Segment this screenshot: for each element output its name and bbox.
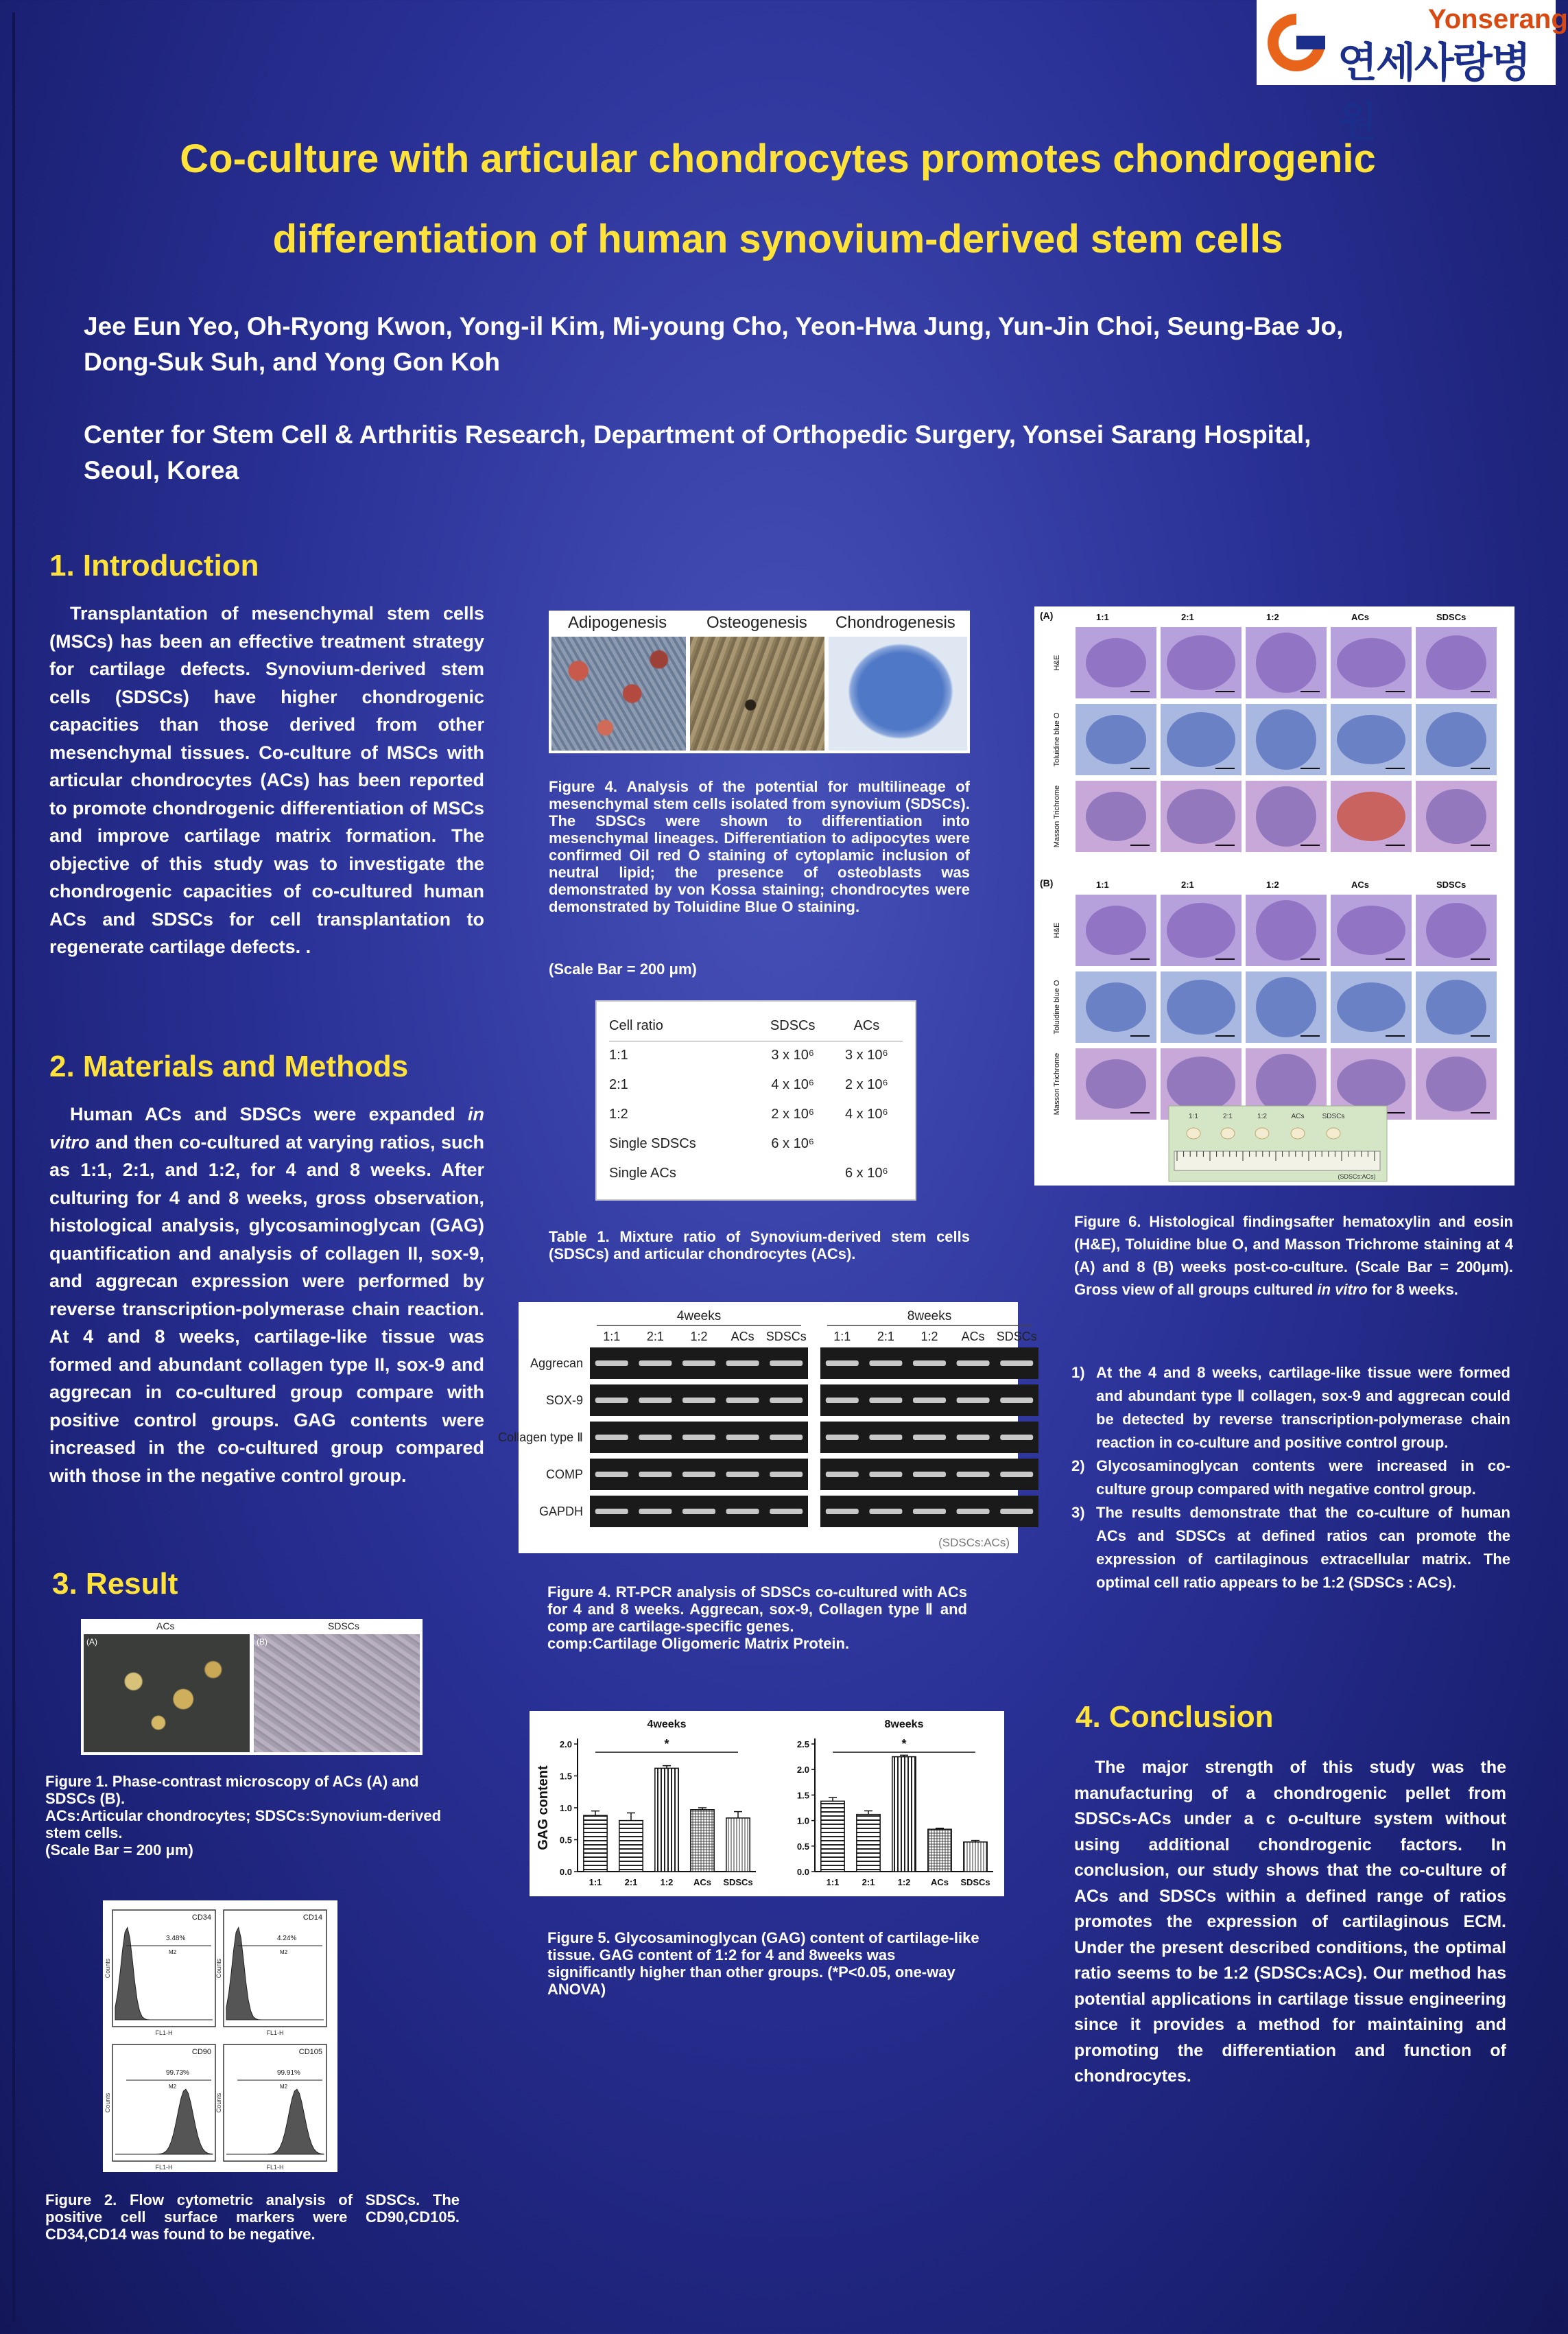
fig2-gate-label: M2 [169,1949,177,1955]
fig5-x-tick-label: SDSCs [960,1877,990,1887]
fig5-y-tick-label: 2.5 [796,1739,809,1749]
table-row [609,1159,903,1188]
fig4b-caption-line1: Figure 4. RT-PCR analysis of SDSCs co-cultured with ACs for 4 and 8 weeks. Aggrecan, sox-9, Collagen type Ⅱ and comp are cartilage-specific genes. [547,1583,967,1635]
fig6-caption-a: Figure 6. Histological findingsafter hematoxylin and eosin (H&E), Toluidine blue O, and Masson Trichrome staining at 4 (A) and 8 (B) weeks post-co-culture. (Scale Bar = 200μm). Gross view of all groups cultured [1074,1213,1513,1298]
list-item [1071,1454,1510,1501]
figure4b-caption [547,1583,967,1652]
fig6-tissue-pellet [1256,633,1316,693]
figure5-caption: Figure 5. Glycosaminoglycan (GAG) content of cartilage-like tissue. GAG content of 1:2 for 4 and 8weeks was significantly higher than other groups. (*P<0.05, one-way ANOVA) [547,1929,979,1998]
fig5-y-tick-label: 1.0 [796,1815,809,1826]
fig6-tissue-pellet [1086,1059,1146,1109]
table1-cell: 2:1 [609,1077,628,1092]
fig6-tissue-pellet [1167,789,1235,844]
fig4b-lane-label: 2:1 [877,1330,894,1343]
fig5-significance-mark: * [664,1737,669,1751]
fig4b-gel-band [726,1398,759,1403]
fig6-row-label: H&E [1053,922,1061,939]
fig4b-gel-band [726,1509,759,1514]
figure5-gag-chart [530,1711,1004,1896]
intro-heading: 1. Introduction [49,549,259,582]
fig6-tissue-pellet [1426,789,1486,844]
fig4b-gel-band [639,1398,672,1403]
table1-cell: 3 x 10⁶ [845,1048,888,1063]
fig5-x-tick-label: 2:1 [624,1877,638,1887]
fig6-column-label: SDSCs [1436,880,1466,890]
table1-header: Cell ratio [609,1011,755,1041]
fig6-row-label: Toluidine blue O [1053,980,1061,1035]
fig4b-gel-band [682,1435,715,1440]
fig6-tissue-pellet [1167,712,1235,767]
fig4b-gel-band [726,1435,759,1440]
logo-mark-icon [1262,8,1331,77]
fig6-tissue-pellet [1426,980,1486,1035]
fig6-column-label: 1:2 [1266,612,1279,622]
fig4b-gel-band [957,1360,990,1366]
fig6-tissue-pellet [1167,980,1235,1035]
fig6-tissue-pellet [1337,1059,1405,1109]
fig6-tissue-pellet [1256,709,1316,770]
fig5-bar [857,1815,880,1872]
table1-header: ACs [831,1011,903,1041]
fig6-tissue-pellet [1167,1057,1235,1111]
fig4b-gel-band [726,1360,759,1366]
fig5-chart-title: 8weeks [884,1719,924,1730]
intro-text: Transplantation of mesenchymal stem cells (MSCs) has been an effective treatment strategy for cartilage defects. Synovium-derived stem cells (SDSCs) have higher chondrogenic capacities than those derived from other mesenchymal tissues. Co-culture of MSCs with articular chondrocytes (ACs) has been reported to promote chondrogenic differentiation of MSCs and improve cartilage matrix formation. The objective of this study was to investigate the chondrogenic capacities of co-cultured human ACs and SDSCs for cell transplantation to regenerate cartilage defects. . [49,603,484,957]
hospital-logo [1257,0,1568,146]
table-row [609,1129,903,1159]
table-row [609,1070,903,1100]
fig2-gate-label: M2 [280,2084,288,2090]
fig4b-gel-band [770,1472,803,1477]
fig5-bar [726,1818,750,1872]
table1-caption: Table 1. Mixture ratio of Synovium-derived stem cells (SDSCs) and articular chondrocytes (ACs). [549,1228,970,1262]
fig4b-gel-band [869,1435,902,1440]
fig4b-gel-band [957,1509,990,1514]
fig6-tissue-pellet [1426,903,1486,958]
fig6-tissue-pellet [1337,638,1405,687]
fig4b-gel-band [682,1509,715,1514]
fig4b-lane-label: 1:1 [833,1330,851,1343]
fig4b-gel-band [639,1435,672,1440]
fig6-column-label: 2:1 [1181,612,1194,622]
fig4b-group-label: 8weeks [907,1309,952,1323]
methods-heading: 2. Materials and Methods [49,1050,409,1083]
fig6-column-label: ACs [1351,612,1370,622]
fig4b-gel-band [682,1398,715,1403]
fig5-y-tick-label: 0.0 [796,1867,809,1877]
fig4b-gel-band [826,1398,859,1403]
fig6-gross-pellet [1255,1128,1269,1139]
fig6-tissue-pellet [1086,982,1146,1032]
fig6-column-label: ACs [1351,880,1370,890]
fig5-bar [619,1821,643,1872]
fig4b-gel-band [826,1472,859,1477]
fig6-tissue-pellet [1086,638,1146,687]
fig6-ruler-note: (SDSCs:ACs) [1338,1173,1376,1180]
fig2-percent-label: 3.48% [166,1935,186,1942]
fig6-gross-pellet [1221,1128,1235,1139]
fig4-gel-image [498,1302,1037,1553]
fig2-histograms [103,1900,337,2172]
fig4-label-osteogenesis: Osteogenesis [706,613,807,632]
fig4b-gel-band [913,1472,946,1477]
fig4b-lane-label: 1:2 [690,1330,708,1343]
fig4b-gel-band [639,1472,672,1477]
fig4b-gel-band [595,1360,628,1366]
fig2-y-axis-label: Counts [104,2093,111,2113]
table-row [609,1100,903,1129]
fig5-y-tick-label: 0.0 [559,1867,572,1877]
fig6-caption-em: in vitro [1317,1281,1368,1298]
fig1-caption-line1: Figure 1. Phase-contrast microscopy of ACs (A) and SDSCs (B). [45,1773,419,1807]
fig1-label-sdscs: SDSCs [328,1620,359,1631]
fig4b-caption-line2: comp:Cartilage Oligomeric Matrix Protein. [547,1635,850,1652]
fig4-adipogenesis-image [551,637,686,751]
figure1-micrographs [81,1619,423,1755]
fig2-percent-label: 4.24% [277,1935,297,1942]
poster-title-line2: differentiation of human synovium-derived stem cells [272,217,1283,261]
fig2-x-axis-label: FL1-H [266,2164,284,2171]
fig5-y-axis-label: GAG content [536,1765,551,1850]
fig4b-lane-label: ACs [961,1330,985,1343]
fig5-x-tick-label: 1:2 [660,1877,674,1887]
fig6-histology-grid [1034,606,1514,1186]
fig5-y-tick-label: 2.0 [796,1765,809,1776]
fig1-panel-a: (A) [86,1637,97,1647]
fig4b-gel-band [957,1472,990,1477]
fig5-x-tick-label: ACs [930,1877,949,1887]
fig5-y-tick-label: 1.5 [796,1790,809,1801]
result-heading: 3. Result [52,1567,178,1601]
fig4b-gene-label: Collagen type Ⅱ [498,1430,583,1444]
table1-cell: 6 x 10⁶ [845,1166,888,1181]
table1-header-row [609,1011,903,1041]
fig4b-gel-band [826,1435,859,1440]
fig2-gate-label: M2 [169,2084,177,2090]
fig5-significance-mark: * [901,1737,907,1751]
fig2-marker-label: CD105 [298,2048,322,2056]
fig4b-gel-band [1000,1435,1033,1440]
fig4b-gel-band [1000,1509,1033,1514]
fig4b-gel-band [682,1360,715,1366]
fig6-tissue-pellet [1086,715,1146,764]
fig4b-gel-band [726,1472,759,1477]
fig4b-gene-label: COMP [546,1467,583,1481]
fig6-tissue-pellet [1426,1057,1486,1111]
figure4-caption-scale: (Scale Bar = 200 μm) [549,960,697,978]
fig6-tissue-pellet [1337,982,1405,1032]
fig4b-gel-band [869,1398,902,1403]
fig6-gross-pellet [1187,1128,1200,1139]
author-names-line2: Dong-Suk Suh, and Yong Gon Koh [84,348,501,376]
fig6-column-label: 1:2 [1266,880,1279,890]
figure2-flow-cytometry [103,1900,337,2172]
fig1-acs-image [84,1634,250,1752]
fig4b-gel-band [869,1509,902,1514]
fig1-sdscs-image [254,1634,420,1752]
fig4-chondrogenesis-image [829,637,967,751]
fig4b-gel-band [595,1472,628,1477]
fig4b-gel-band [770,1360,803,1366]
fig6-row-label: Toluidine blue O [1053,712,1061,767]
figure6-histology [1034,606,1514,1186]
fig4b-gel-band [595,1398,628,1403]
methods-text-em: in vitro [49,1104,484,1153]
fig6-tissue-pellet [1426,712,1486,767]
fig6-tissue-pellet [1086,792,1146,841]
fig5-bar [821,1801,844,1872]
table1-cell: 3 x 10⁶ [771,1048,815,1063]
fig4b-gel-band [913,1360,946,1366]
fig6-tissue-pellet [1256,1054,1316,1114]
fig4b-lane-label: ACs [730,1330,755,1343]
fig6-gross-label: 1:2 [1257,1113,1267,1120]
fig6-column-label: SDSCs [1436,612,1466,622]
logo-brand-kr: 연세사랑병원 [1338,39,1530,146]
fig4b-gel-band [595,1435,628,1440]
fig5-y-tick-label: 0.5 [559,1835,572,1846]
fig5-x-tick-label: 1:1 [826,1877,840,1887]
fig2-y-axis-label: Counts [215,1958,222,1979]
fig2-gate-label: M2 [280,1949,288,1955]
fig6-tissue-pellet [1256,977,1316,1037]
fig6-tissue-pellet [1337,906,1405,955]
figure6-caption [1074,1210,1513,1301]
poster-title-line1: Co-culture with articular chondrocytes promotes chondrogenic [180,137,1376,181]
fig2-y-axis-label: Counts [104,1958,111,1979]
figure4-rtpcr-gel [498,1302,1037,1553]
table1-cell: 4 x 10⁶ [771,1077,815,1092]
fig4b-lane-label: SDSCs [996,1330,1037,1343]
fig4b-gel-band [957,1398,990,1403]
fig5-bar [964,1842,987,1872]
fig4b-lane-label: 1:1 [603,1330,621,1343]
table1-header: SDSCs [755,1011,831,1041]
methods-text [49,1100,484,1489]
fig4b-gel-band [770,1398,803,1403]
logo-brand-en: Yonserang [1428,4,1568,34]
author-names [84,309,1490,380]
fig2-x-axis-label: FL1-H [266,2029,284,2036]
fig5-y-tick-label: 1.0 [559,1803,572,1813]
fig6-gross-label: SDSCs [1322,1113,1345,1120]
fig2-marker-label: CD90 [191,2048,211,2056]
methods-text-b: and then co-cultured at varying ratios, such as 1:1, 2:1, and 1:2, for 4 and 8 weeks. After culturing for 4 and 8 weeks, gross observation, histological analysis, glycosaminoglycan (GAG) quantification and analysis of collagen II, sox-9, and aggrecan expression were performed by reverse transcription-polymerase chain reaction. At 4 and 8 weeks, cartilage-like tissue was formed and abundant collagen type II, sox-9 and aggrecan in co-cultured group compare with positive control groups. GAG contents were increased in the co-cultured group compared with those in the negative control group. [49,1131,484,1486]
fig4b-gel-band [957,1435,990,1440]
fig6-tissue-pellet [1426,635,1486,690]
affiliation [84,417,1490,488]
conclusion-heading: 4. Conclusion [1076,1700,1274,1734]
fig5-bar [691,1810,714,1872]
fig2-x-axis-label: FL1-H [155,2164,173,2171]
fig4b-note: (SDSCs:ACs) [938,1536,1010,1549]
fig4b-gel-band [826,1509,859,1514]
results-item-text: The results demonstrate that the co-culture of human ACs and SDSCs at defined ratios can promote the expression of cartilaginous extracellular matrix. The optimal cell ratio appears to be 1:2 (SDSCs : ACs). [1096,1504,1510,1591]
fig4b-gel-band [913,1509,946,1514]
table1-cell [831,1129,903,1159]
fig4b-gene-label: SOX-9 [545,1393,583,1407]
fig4b-gene-label: Aggrecan [530,1356,583,1370]
results-item-number: 1) [1071,1364,1085,1381]
list-item [1071,1361,1510,1454]
fig2-x-axis-label: FL1-H [155,2029,173,2036]
fig1-panel-b: (B) [257,1637,268,1647]
fig4b-gel-band [826,1360,859,1366]
fig6-gross-label: ACs [1291,1113,1305,1120]
fig4b-gel-band [1000,1360,1033,1366]
table1-cell: Single ACs [609,1166,676,1181]
fig4b-lane-label: 2:1 [646,1330,664,1343]
table-row [609,1041,903,1070]
fig6-gross-pellet [1327,1128,1340,1139]
affiliation-line2: Seoul, Korea [84,456,239,484]
fig4b-gel-band [770,1435,803,1440]
fig6-row-label: H&E [1053,655,1061,671]
fig4b-gel-band [869,1360,902,1366]
table1-cell: 1:1 [609,1048,628,1063]
fig5-y-tick-label: 1.5 [559,1771,572,1782]
author-names-line1: Jee Eun Yeo, Oh-Ryong Kwon, Yong-il Kim, Mi-young Cho, Yeon-Hwa Jung, Yun-Jin Choi, Seung-Bae Jo, [84,312,1344,340]
fig5-x-tick-label: 2:1 [862,1877,875,1887]
figure4-caption: Figure 4. Analysis of the potential for multilineage of mesenchymal stem cells isolated from synovium (SDSCs). The SDSCs were shown to differentiation into mesenchymal lineages. Differentiation to adipocytes were confirmed Oil red O staining of cytoplamic inclusion of neutral lipid; the presence of osteoblasts was demonstrated by von Kossa staining; chondrocytes were demonstrated by Toluidine Blue O staining. [549,778,970,915]
figure2-caption: Figure 2. Flow cytometric analysis of SDSCs. The positive cell surface markers were CD90,CD105. CD34,CD14 was found to be negative. [45,2191,460,2243]
fig4b-lane-label: SDSCs [765,1330,807,1343]
fig5-y-tick-label: 2.0 [559,1739,572,1749]
fig4b-gel-band [639,1360,672,1366]
table1-cell: 2 x 10⁶ [845,1077,888,1092]
fig6-column-label: 1:1 [1096,612,1109,622]
fig1-caption-line2: ACs:Articular chondrocytes; SDSCs:Synovium-derived stem cells. [45,1807,442,1841]
fig4b-gene-label: GAPDH [538,1505,583,1518]
results-list [1071,1361,1510,1594]
fig6-column-label: 1:1 [1096,880,1109,890]
fig2-percent-label: 99.73% [166,2069,189,2077]
table1-cell: 1:2 [609,1107,628,1122]
fig4-label-adipogenesis: Adipogenesis [568,613,667,632]
fig5-bar-charts [530,1711,1004,1896]
affiliation-line1: Center for Stem Cell & Arthritis Research, Department of Orthopedic Surgery, Yonsei Sarang Hospital, [84,421,1311,449]
fig1-caption-line3: (Scale Bar = 200 μm) [45,1841,193,1859]
table1-cell: 2 x 10⁶ [771,1107,815,1122]
methods-text-a: Human ACs and SDSCs were expanded [70,1104,468,1124]
figure4-multilineage [549,611,970,753]
fig6-tissue-pellet [1086,906,1146,955]
table1-cell: Single SDSCs [609,1136,696,1151]
fig6-tissue-pellet [1256,900,1316,960]
fig4b-gel-band [639,1509,672,1514]
fig6-tissue-pellet [1167,903,1235,958]
fig6-gross-pellet [1291,1128,1305,1139]
fig6-tissue-pellet [1256,786,1316,847]
fig4b-gel-band [770,1509,803,1514]
fig4b-group-label: 4weeks [676,1309,722,1323]
fig4b-gel-band [913,1398,946,1403]
fig4b-gel-band [682,1472,715,1477]
results-item-text: Glycosaminoglycan contents were increased in co-culture group compared with negative control group. [1096,1457,1510,1498]
fig1-label-acs: ACs [156,1620,175,1631]
fig6-ruler [1174,1151,1380,1170]
table1-cell: 6 x 10⁶ [771,1136,815,1151]
fig6-column-label: 2:1 [1181,880,1194,890]
fig6-gross-label: 2:1 [1223,1113,1233,1120]
fig5-x-tick-label: SDSCs [723,1877,753,1887]
fig6-panel-label: (A) [1040,610,1054,621]
fig6-gross-label: 1:1 [1189,1113,1198,1120]
fig2-percent-label: 99.91% [277,2069,300,2077]
fig5-x-tick-label: ACs [693,1877,712,1887]
fig2-y-axis-label: Counts [215,2093,222,2113]
fig4-label-chondrogenesis: Chondrogenesis [835,613,955,632]
fig5-bar [584,1815,607,1872]
fig6-caption-b: for 8 weeks. [1367,1281,1458,1298]
table1 [595,1000,916,1201]
fig5-chart-title: 4weeks [647,1719,687,1730]
fig6-tissue-pellet [1337,715,1405,764]
fig4b-lane-label: 1:2 [920,1330,938,1343]
fig2-marker-label: CD14 [302,1913,322,1922]
fig6-row-label: Masson Trichrome [1053,785,1061,848]
fig4b-gel-band [595,1509,628,1514]
fig4b-gel-band [1000,1398,1033,1403]
figure1-caption [45,1773,450,1859]
fig4b-gel-band [1000,1472,1033,1477]
fig4-osteogenesis-image [690,637,824,751]
fig4b-gel-band [913,1435,946,1440]
fig5-y-tick-label: 0.5 [796,1841,809,1852]
list-item [1071,1501,1510,1594]
fig6-tissue-pellet [1167,635,1235,690]
results-item-number: 2) [1071,1457,1085,1474]
fig2-marker-label: CD34 [191,1913,211,1922]
fig6-row-label: Masson Trichrome [1053,1052,1061,1116]
fig5-bar [928,1829,951,1872]
fig5-x-tick-label: 1:1 [589,1877,602,1887]
fig4b-gel-band [869,1472,902,1477]
fig5-bar [655,1768,678,1872]
fig5-x-tick-label: 1:2 [897,1877,911,1887]
results-item-text: At the 4 and 8 weeks, cartilage-like tissue were formed and abundant type Ⅱ collagen, sox-9 and aggrecan could be detected by reverse transcription-polymerase chain reaction in co-culture and positive control group. [1096,1364,1510,1451]
table1-cell [755,1159,831,1188]
fig6-panel-label: (B) [1040,877,1054,888]
conclusion-text: The major strength of this study was the manufacturing of a chondrogenic pellet from SDSCs-ACs under a c o-culture system without using additional chondrogenic factors. In conclusion, our study shows that the co-culture of ACs and SDSCs within a defined range of ratios promotes the expression of cartilaginous ECM. Under the present described conditions, the optimal ratio seems to be 1:2 (SDSCs:ACs). Our method has potential applications in cartilage tissue engineering since it provides a method for maintaining and promoting the differentiation and function of chondrocytes. [1074,1758,1506,2086]
fig5-bar [892,1757,916,1872]
fig6-tissue-pellet [1337,792,1405,841]
results-item-number: 3) [1071,1504,1085,1521]
table1-cell: 4 x 10⁶ [845,1107,888,1122]
